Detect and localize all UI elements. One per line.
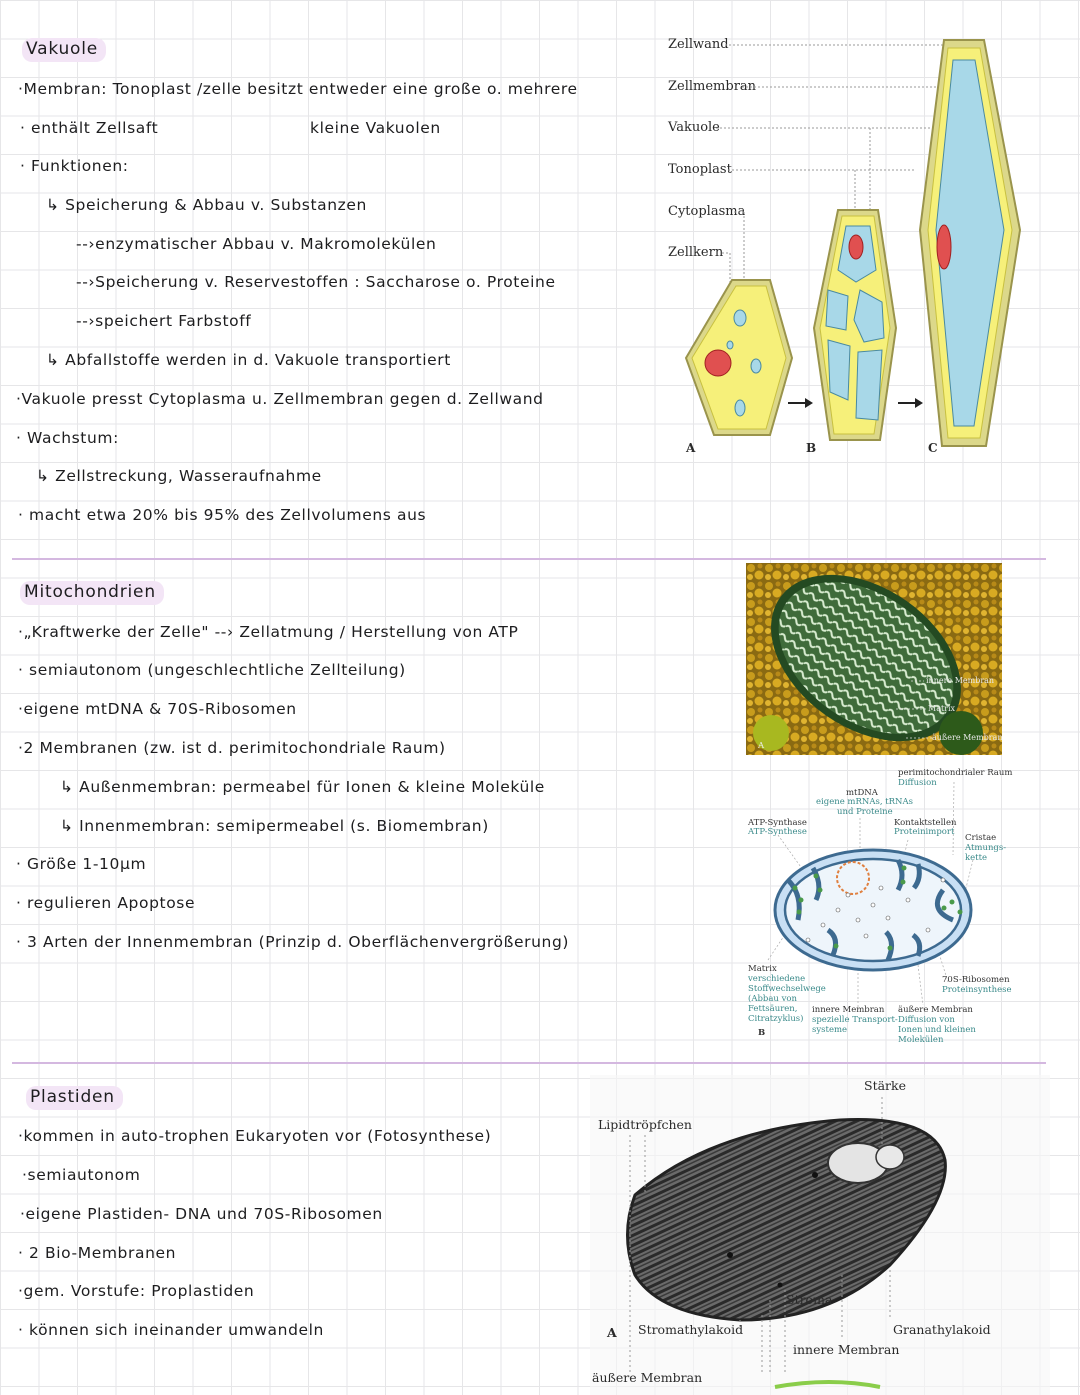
note-line: · macht etwa 20% bis 95% des Zellvolumens aus — [18, 506, 427, 524]
vakuole-heading: Vakuole — [22, 38, 106, 62]
note-line: ↳ Abfallstoffe werden in d. Vakuole transportiert — [46, 351, 451, 369]
diagram-label: (Abbau von — [748, 994, 797, 1004]
note-line: · Wachstum: — [16, 429, 119, 447]
diagram-label: Fettsäuren, — [748, 1004, 798, 1014]
note-line: ·2 Membranen (zw. ist d. perimitochondriale Raum) — [18, 739, 446, 757]
plant-cells-svg — [670, 20, 1050, 470]
note-line: · können sich ineinander umwandeln — [18, 1321, 324, 1339]
cell-letter-c: C — [928, 441, 938, 455]
note-line: ·„Kraftwerke der Zelle" --› Zellatmung / Herstellung von ATP — [18, 623, 519, 641]
label-granathylakoid: Granathylakoid — [893, 1322, 991, 1337]
diagram-label: und Proteine — [837, 807, 893, 817]
label-staerke: Stärke — [864, 1078, 906, 1093]
diagram-label: ATP-Synthase — [748, 818, 807, 828]
diagram-label: mtDNA — [846, 788, 878, 798]
note-line: ·semiautonom — [22, 1166, 141, 1184]
diagram-label: Ionen und kleinen — [898, 1025, 976, 1035]
note-line: ↳ Speicherung & Abbau v. Substanzen — [46, 196, 367, 214]
note-line: ·eigene Plastiden- DNA und 70S-Ribosomen — [20, 1205, 383, 1223]
note-line: ↳ Innenmembran: semipermeabel (s. Biomembran) — [60, 817, 489, 835]
label-vakuole: Vakuole — [668, 120, 720, 135]
diagram-label: Molekülen — [898, 1035, 944, 1045]
diagram-label: Diffusion von — [898, 1015, 955, 1025]
note-line: --›enzymatischer Abbau v. Makromolekülen — [76, 235, 437, 253]
diagram-label: perimitochondrialer Raum — [898, 768, 1013, 778]
label-tonoplast: Tonoplast — [668, 162, 732, 177]
photo-label-aeussere: äußere Membran — [932, 733, 1003, 742]
photo-letter: A — [758, 741, 765, 751]
diagram-label: eigene mRNAs, tRNAs — [816, 797, 913, 807]
diagram-label: Kontaktstellen — [894, 818, 957, 828]
note-line: ·eigene mtDNA & 70S-Ribosomen — [18, 700, 297, 718]
diagram-label: verschiedene — [748, 974, 806, 984]
label-stroma: Stroma — [786, 1292, 833, 1307]
photo-label-innere: innere Membran — [926, 676, 995, 685]
cell-letter-a: A — [686, 441, 696, 455]
diagram-label: 70S-Ribosomen — [942, 975, 1010, 985]
diagram-label: spezielle Transport- — [812, 1015, 898, 1025]
note-line: ↳ Zellstreckung, Wasseraufnahme — [36, 467, 322, 485]
diagram-label: Atmungs- — [965, 843, 1007, 853]
diagram-label: Diffusion — [898, 778, 937, 788]
diagram-label: innere Membran — [812, 1005, 885, 1015]
section-divider — [12, 558, 1046, 560]
note-line: ·Membran: Tonoplast /zelle besitzt entweder eine große o. mehrere — [18, 80, 578, 98]
note-line: kleine Vakuolen — [310, 119, 441, 137]
diagram-label: äußere Membran — [898, 1005, 973, 1015]
note-line: · Funktionen: — [20, 157, 129, 175]
label-letter-a: A — [607, 1325, 617, 1340]
label-cytoplasma: Cytoplasma — [668, 204, 746, 219]
diagram-label: systeme — [812, 1025, 848, 1035]
note-line: --›Speicherung v. Reservestoffen : Saccharose o. Proteine — [76, 273, 556, 291]
diagram-label: kette — [965, 853, 988, 863]
diagram-label: Cristae — [965, 833, 997, 843]
label-stromathylakoid: Stromathylakoid — [638, 1322, 744, 1337]
diagram-label: Proteinsynthese — [942, 985, 1012, 995]
diagram-label: Citratzyklus) — [748, 1014, 804, 1024]
note-line: ↳ Außenmembran: permeabel für Ionen & kleine Moleküle — [60, 778, 545, 796]
note-line: ·Vakuole presst Cytoplasma u. Zellmembran gegen d. Zellwand — [16, 390, 544, 408]
diagram-label: Stoffwechselwege — [748, 984, 826, 994]
photo-label-matrix: Matrix — [928, 704, 956, 713]
note-line: · Größe 1-10µm — [16, 855, 147, 873]
note-line: --›speichert Farbstoff — [76, 312, 252, 330]
diagram-label: Matrix — [748, 964, 777, 974]
note-line: ·kommen in auto-trophen Eukaryoten vor (Fotosynthese) — [18, 1127, 492, 1145]
diagram-label: ATP-Synthese — [748, 827, 807, 837]
section-divider — [12, 1062, 1046, 1064]
label-aeussere-membran: äußere Membran — [592, 1370, 703, 1385]
diagram-label: Proteinimport — [894, 827, 955, 837]
mitochondrion-micrograph — [746, 563, 1002, 755]
note-line: · regulieren Apoptose — [16, 894, 196, 912]
label-zellwand: Zellwand — [668, 37, 729, 52]
label-lipidtroepfchen: Lipidtröpfchen — [598, 1117, 692, 1132]
label-zellkern: Zellkern — [668, 245, 724, 260]
label-innere-membran: innere Membran — [793, 1342, 900, 1357]
diagram-letter: B — [758, 1028, 766, 1038]
plastiden-heading: Plastiden — [26, 1086, 123, 1110]
cell-letter-b: B — [806, 441, 817, 455]
label-zellmembran: Zellmembran — [668, 79, 757, 94]
note-line: · enthält Zellsaft — [20, 119, 159, 137]
note-line: · semiautonom (ungeschlechtliche Zellteilung) — [18, 661, 406, 679]
mitochondrien-heading: Mitochondrien — [20, 581, 164, 605]
note-line: ·gem. Vorstufe: Proplastiden — [18, 1282, 255, 1300]
note-line: · 3 Arten der Innenmembran (Prinzip d. Oberflächenvergrößerung) — [16, 933, 570, 951]
note-line: · 2 Bio-Membranen — [18, 1244, 177, 1262]
